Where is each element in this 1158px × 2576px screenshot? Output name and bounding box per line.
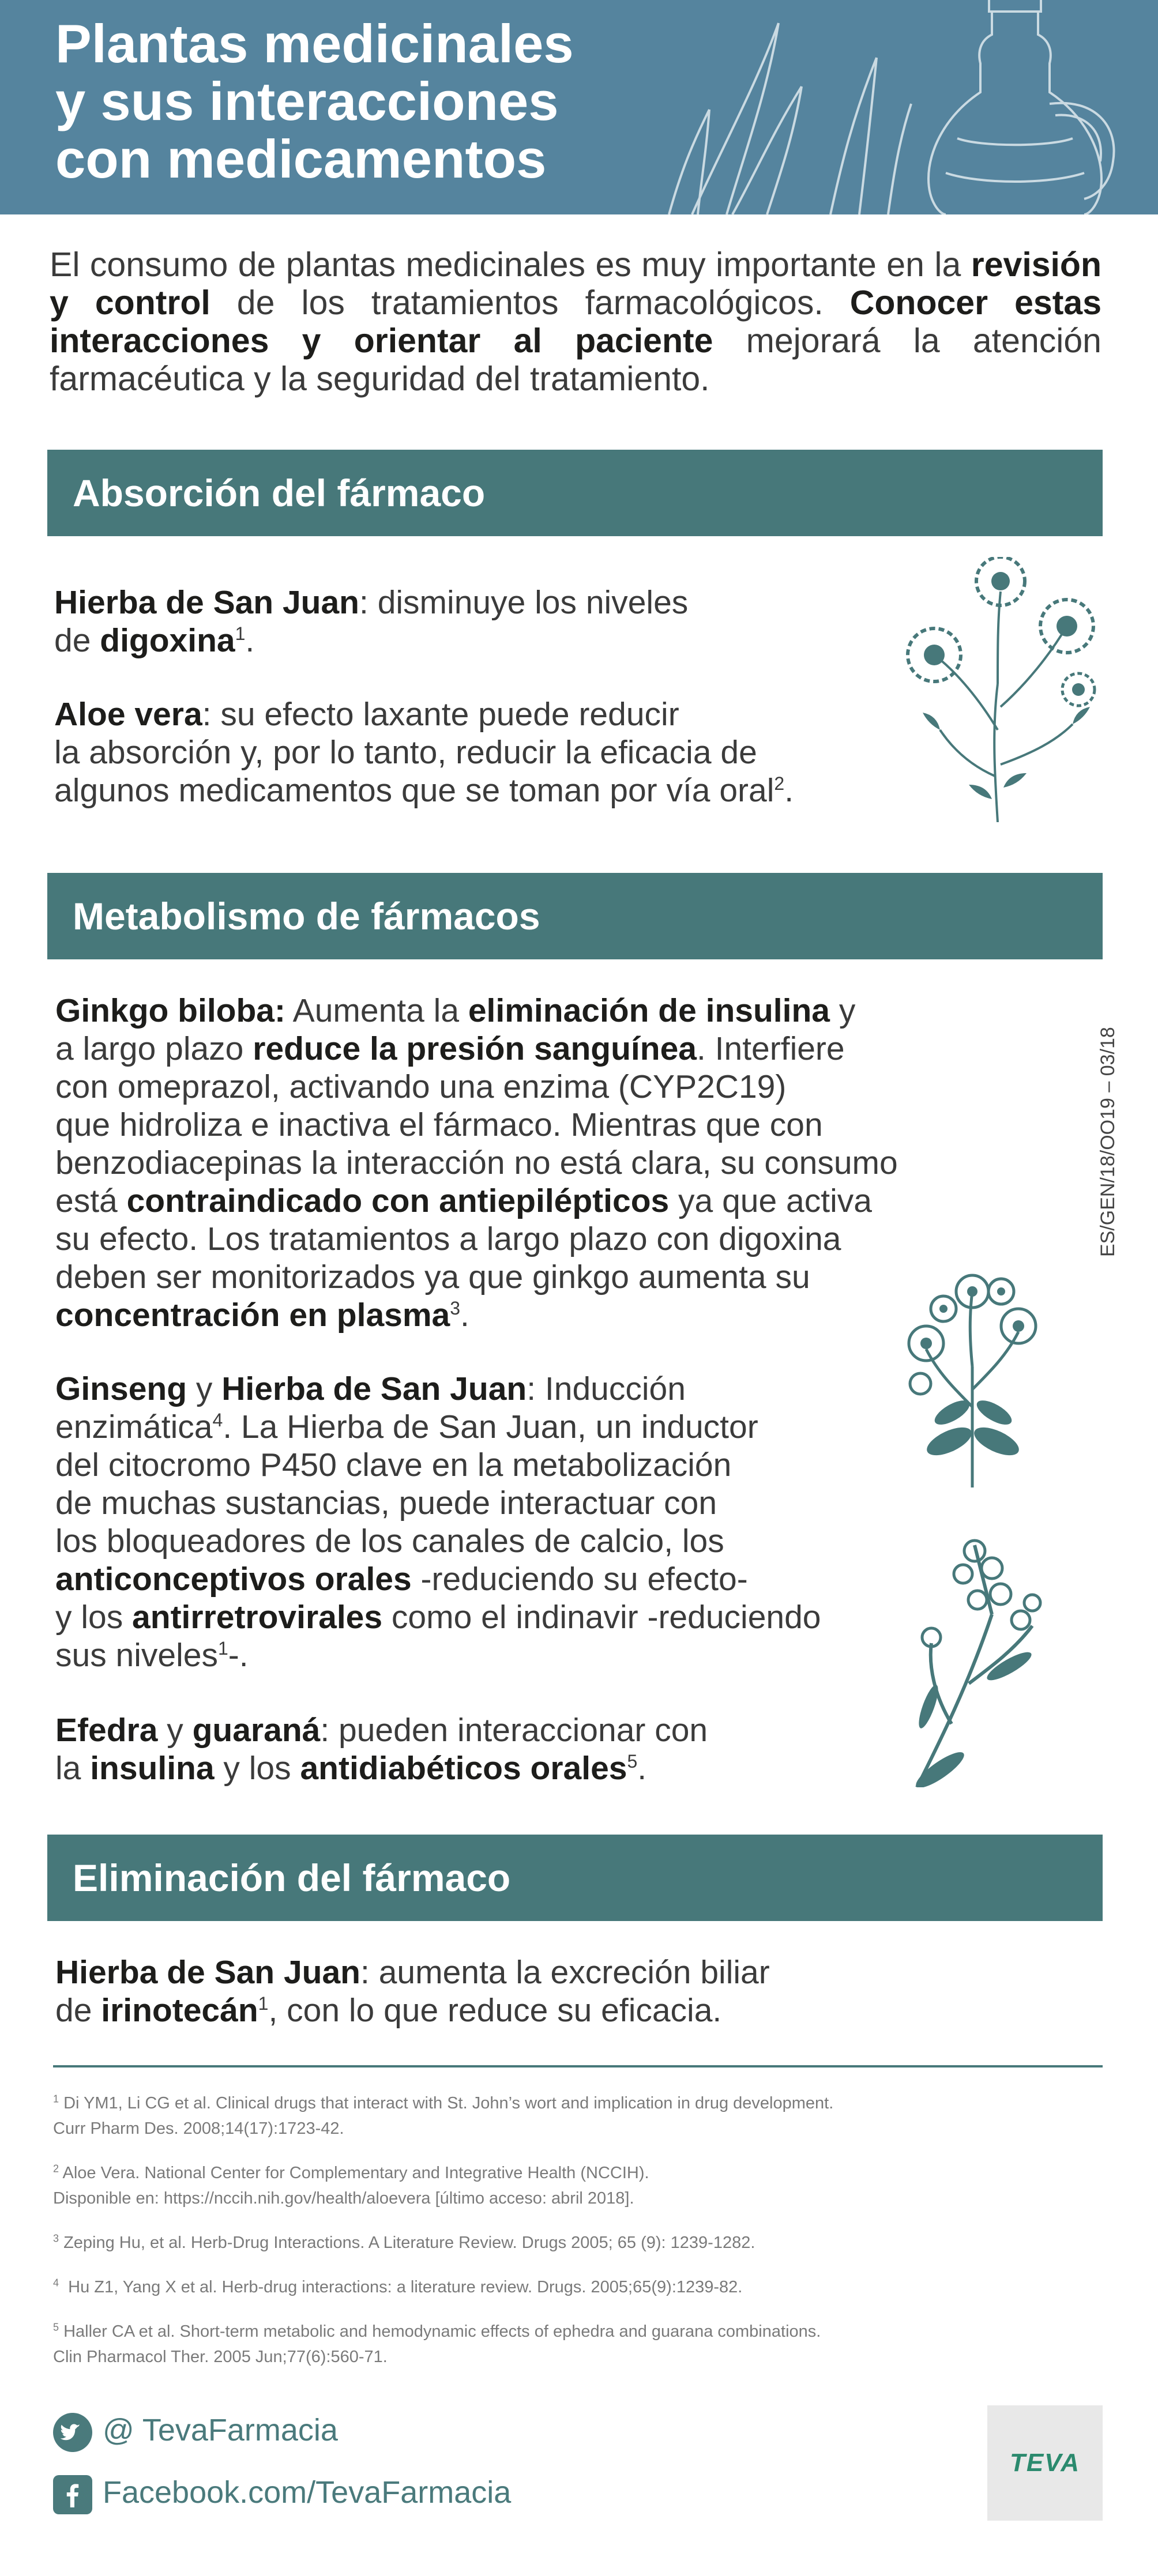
herb-name: Aloe vera	[54, 696, 202, 733]
ref-text: Zeping Hu, et al. Herb-Drug Interactions. A Literature Review. Drugs 2005; 65 (9): 1239-1282.	[63, 2234, 755, 2252]
text: la	[55, 1750, 91, 1787]
herb-name: guaraná	[192, 1712, 321, 1749]
section-title-absorcion: Absorción del fármaco	[73, 472, 486, 514]
bold-text: antidiabéticos orales	[300, 1750, 627, 1787]
text: . La Hierba de San Juan, un inductor	[223, 1408, 758, 1445]
text: que hidroliza e inactiva el fármaco. Mientras que con	[55, 1106, 823, 1143]
drug-name: digoxina	[100, 622, 235, 659]
ref-text: Hu Z1, Yang X et al. Herb-drug interactions: a literature review. Drugs. 2005;65(9):1239-82.	[68, 2278, 743, 2296]
text: a largo plazo	[55, 1030, 253, 1067]
metabolismo-paragraph-2	[55, 1370, 932, 1674]
ref-number: 3	[53, 2232, 59, 2244]
text: .	[784, 772, 794, 809]
ref-marker: 2	[774, 773, 785, 794]
herb-name: Hierba de San Juan	[54, 584, 360, 621]
ref-text: Curr Pharm Des. 2008;14(17):1723-42.	[53, 2119, 344, 2138]
metabolismo-paragraph-3	[55, 1711, 863, 1787]
text: de	[55, 1992, 101, 2029]
intro-bold: revisión y control	[50, 246, 1101, 322]
references-divider	[53, 2065, 1103, 2067]
bold-text: insulina	[90, 1750, 215, 1787]
text: sus niveles	[55, 1637, 218, 1674]
ref-marker: 1	[217, 1638, 228, 1659]
teva-logo	[987, 2405, 1103, 2521]
text: los bloqueadores de los canales de calcio, los	[55, 1523, 724, 1560]
intro-text: de los tratamientos farmacológicos.	[210, 284, 850, 322]
ref-number: 1	[53, 2093, 59, 2105]
title-line-1: Plantas medicinales	[55, 13, 574, 74]
ref-text: Aloe Vera. National Center for Complementary and Integrative Health (NCCIH).	[62, 2164, 649, 2182]
page-title	[55, 15, 574, 188]
text: la absorción y, por lo tanto, reducir la eficacia de	[54, 734, 757, 771]
intro-text: mejorará la atención farmacéutica y la seguridad del tratamiento.	[50, 322, 1101, 398]
ref-number: 2	[53, 2163, 59, 2175]
herb-name: Hierba de San Juan	[221, 1370, 527, 1407]
text: y	[830, 992, 856, 1029]
eliminacion-paragraph-1	[55, 1953, 1036, 2029]
bold-text: reduce la presión sanguínea	[253, 1030, 697, 1067]
herb-name: Hierba de San Juan	[55, 1954, 361, 1991]
st-johns-wort-illustration	[897, 1268, 1047, 1487]
section-bar-eliminacion	[47, 1835, 1103, 1921]
text: -.	[228, 1637, 249, 1674]
section-bar-metabolismo	[47, 873, 1103, 959]
absorcion-paragraph-2	[54, 695, 919, 809]
references-list	[53, 2091, 1091, 2389]
text: : pueden interaccionar con	[320, 1712, 708, 1749]
text: algunos medicamentos que se toman por vía oral	[54, 772, 774, 809]
reference-item	[53, 2319, 1091, 2370]
reference-item	[53, 2160, 1091, 2211]
ref-text: Haller CA et al. Short-term metabolic and hemodynamic effects of ephedra and guarana combinations.	[63, 2322, 821, 2341]
ref-number: 5	[53, 2321, 59, 2333]
ref-marker: 4	[212, 1410, 223, 1430]
twitter-handle: @ TevaFarmacia	[103, 2413, 338, 2447]
section-title-eliminacion: Eliminación del fármaco	[73, 1856, 511, 1899]
facebook-link[interactable]	[53, 2475, 511, 2514]
text: .	[460, 1297, 469, 1334]
text: y los	[55, 1599, 133, 1636]
text: y	[187, 1370, 222, 1407]
ref-marker: 3	[450, 1298, 461, 1319]
text: , con lo que reduce su eficacia.	[268, 1992, 722, 2029]
text: : disminuye los niveles	[359, 584, 689, 621]
ref-text: Disponible en: https://nccih.nih.gov/health/aloevera [último acceso: abril 2018].	[53, 2189, 634, 2208]
section-bar-absorcion	[47, 450, 1103, 536]
herb-name: Ginkgo biloba:	[55, 992, 285, 1029]
text: . Interfiere	[697, 1030, 845, 1067]
ref-text: Di YM1, Li CG et al. Clinical drugs that interact with St. John’s wort and implication in drug development.	[63, 2094, 834, 2112]
ref-number: 4	[53, 2277, 59, 2289]
bold-text: concentración en plasma	[55, 1297, 450, 1334]
text: y los	[214, 1750, 300, 1787]
reference-item	[53, 2230, 1091, 2255]
header-banner	[0, 0, 1158, 214]
text: : aumenta la excreción biliar	[360, 1954, 770, 1991]
ref-marker: 5	[627, 1751, 638, 1772]
bold-text: contraindicado con antiepilépticos	[126, 1182, 670, 1219]
intro-paragraph	[50, 246, 1101, 398]
ephedra-illustration	[905, 1534, 1044, 1787]
intro-bold: Conocer estas interacciones y orientar al paciente	[50, 284, 1102, 360]
text: del citocromo P450 clave en la metabolización	[55, 1447, 732, 1483]
title-line-2: y sus interacciones	[55, 71, 559, 131]
text: y	[157, 1712, 193, 1749]
text: de	[54, 622, 100, 659]
text: está	[55, 1182, 127, 1219]
bold-text: antirretrovirales	[132, 1599, 383, 1636]
text: .	[637, 1750, 647, 1787]
intro-text: El consumo de plantas medicinales es muy importante en la	[50, 246, 971, 284]
reference-item	[53, 2091, 1091, 2141]
section-title-metabolismo: Metabolismo de fármacos	[73, 895, 540, 937]
chamomile-illustration	[882, 557, 1107, 822]
twitter-bird-icon	[53, 2413, 92, 2452]
aloe-bottle-illustration	[657, 0, 1158, 214]
metabolismo-paragraph-1	[55, 992, 1024, 1334]
herb-name: Ginseng	[55, 1370, 187, 1407]
text: deben ser monitorizados ya que ginkgo aumenta su	[55, 1259, 810, 1295]
absorcion-paragraph-1	[54, 583, 862, 660]
text: benzodiacepinas la interacción no está clara, su consumo	[55, 1144, 898, 1181]
ref-marker: 1	[235, 623, 246, 644]
title-line-3: con medicamentos	[55, 129, 547, 189]
text: .	[245, 622, 255, 659]
ref-marker: 1	[258, 1993, 269, 2014]
text: su efecto. Los tratamientos a largo plazo con digoxina	[55, 1221, 841, 1257]
facebook-url: Facebook.com/TevaFarmacia	[103, 2475, 512, 2510]
text: con omeprazol, activando una enzima (CYP2C19)	[55, 1068, 787, 1105]
reference-item	[53, 2274, 1091, 2300]
ref-text: Clin Pharmacol Ther. 2005 Jun;77(6):560-71.	[53, 2348, 388, 2366]
text: Aumenta la	[285, 992, 468, 1029]
text: enzimática	[55, 1408, 213, 1445]
text: de muchas sustancias, puede interactuar con	[55, 1485, 717, 1522]
facebook-f-icon	[53, 2475, 92, 2514]
text: : su efecto laxante puede reducir	[202, 696, 679, 733]
text: como el indinavir -reduciendo	[382, 1599, 821, 1636]
herb-name: Efedra	[55, 1712, 158, 1749]
document-code: ES/GEN/18/OO19 – 03/18	[1097, 1027, 1119, 1257]
text: ya que activa	[669, 1182, 872, 1219]
drug-name: irinotecán	[101, 1992, 258, 2029]
twitter-link[interactable]	[53, 2412, 338, 2452]
bold-text: eliminación de insulina	[468, 992, 830, 1029]
text: -reduciendo su efecto-	[411, 1561, 748, 1598]
teva-logo-text: TEVA	[1009, 2449, 1081, 2477]
text: : Inducción	[527, 1370, 686, 1407]
bold-text: anticonceptivos orales	[55, 1561, 412, 1598]
